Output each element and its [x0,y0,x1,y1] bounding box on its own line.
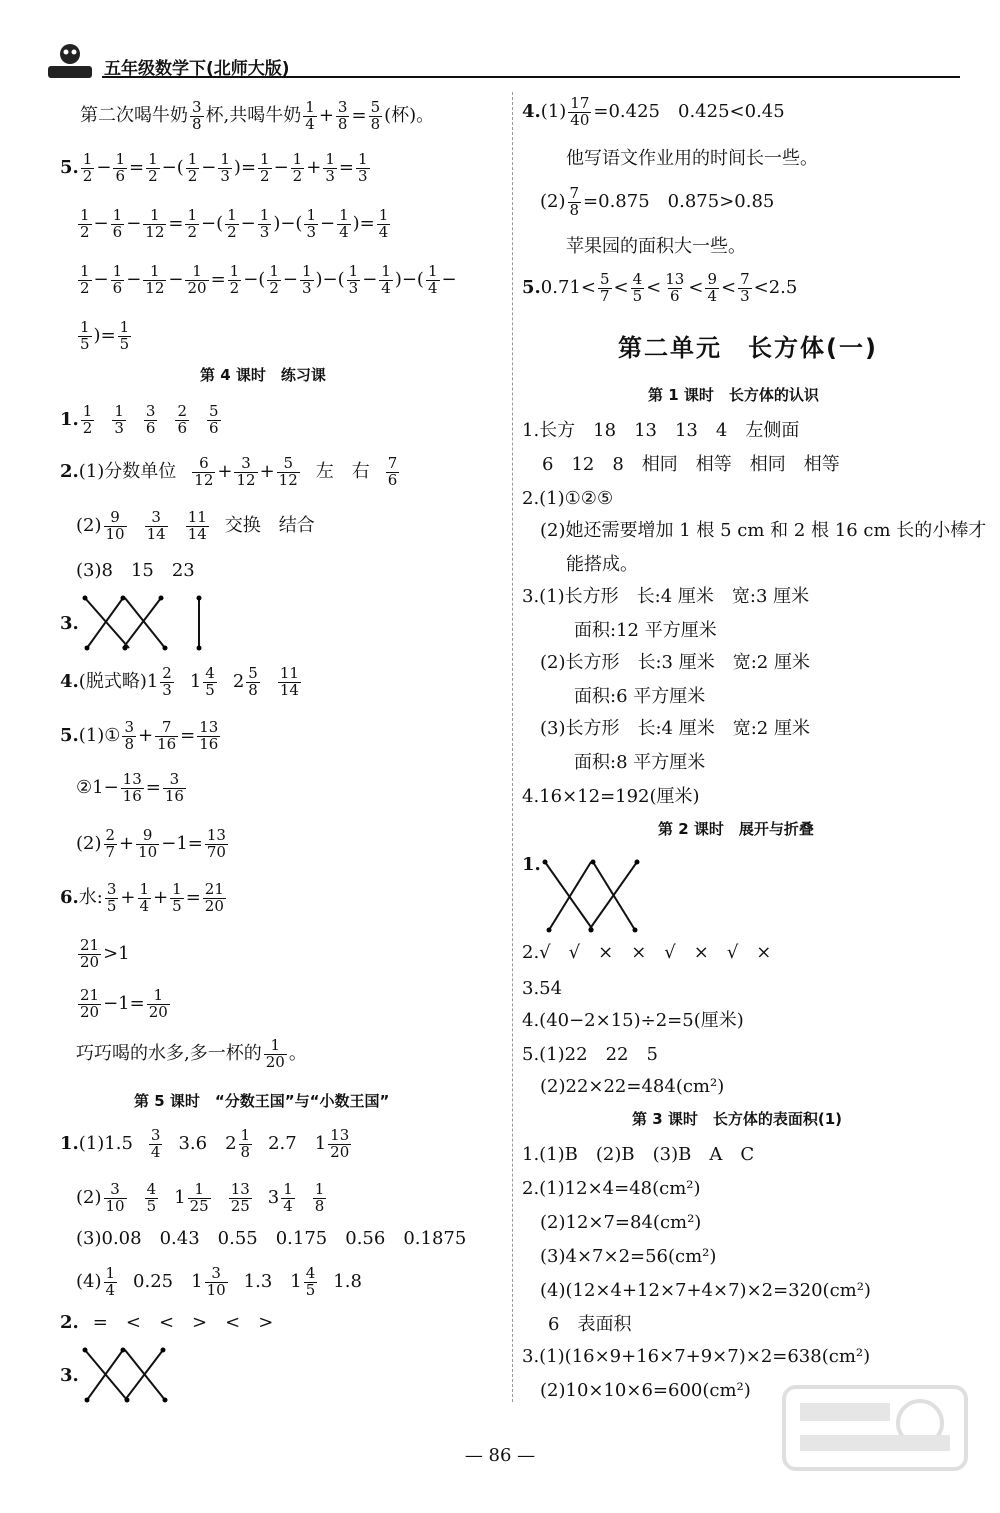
p3-q1-3: (3)0.08 0.43 0.55 0.175 0.56 0.1875 [76,1228,467,1249]
a-q3: 3.(1)长方形 长:4 厘米 宽:3 厘米 [522,586,810,607]
mascot-logo-icon [44,40,96,80]
p3-q3: 3. [60,1346,189,1406]
b-q5: 5.(1)22 22 5 [522,1044,658,1065]
text: 第二次喝牛奶 [80,105,188,127]
c-q2-b: (2)12×7=84(cm²) [540,1212,702,1233]
a-q3-f: 面积:8 平方厘米 [574,752,706,773]
fraction: $\frac{3}{8}$ [192,98,202,133]
page-header [40,36,960,82]
a-q2-c: 能搭成。 [566,554,638,575]
a-q3-e: (3)长方形 长:4 厘米 宽:2 厘米 [540,718,810,739]
matching-lines-diagram [541,856,651,936]
text: 杯,共喝牛奶 [205,105,302,127]
q5-line2: $\frac{1}{2}$ − $\frac{1}{6}$ − $\frac{1}{12}$ = $\frac{1}{2}$ −( $\frac{1}{2}$ − $\frac{1}{3}$ )−( $\frac{1}{3}$ − $\frac{1}{4}$ )= $\frac{1}{4}$ [80,206,389,241]
c-q3-b: (2)10×10×6=600(cm²) [540,1380,751,1401]
b-q2: 2.√ √ × × √ × √ × [522,942,772,963]
lesson-4-heading: 第 4 课时 练习课 [200,366,326,384]
r-q4-3: (2) $\frac{7}{8}$ =0.875 0.875>0.85 [540,184,775,219]
book-title: 五年级数学下(北师大版) [104,59,290,79]
c-q2-e: 6 表面积 [548,1314,632,1335]
b-q4: 4.(40−2×15)÷2=5(厘米) [522,1010,744,1031]
a-q1: 1.长方 18 13 13 4 左侧面 [522,420,800,441]
p2-q6-4: 巧巧喝的水多,多一杯的 $\frac{1}{20}$ 。 [76,1036,307,1071]
b-q1: 1. [522,856,651,936]
q5-line3: $\frac{1}{2}$ − $\frac{1}{6}$ − $\frac{1}{12}$ − $\frac{1}{20}$ = $\frac{1}{2}$ −( $\frac{1}{2}$ − $\frac{1}{3}$ )−( $\frac{1}{3}$ − $\frac{1}{4}$ )−( $\frac{1}{4}$ − [80,262,457,297]
page-number: — 86 — [464,1445,536,1466]
p2-q3: 3. [60,594,209,654]
a-q2: 2.(1)①②⑤ [522,488,614,509]
r-q4-4: 苹果园的面积大一些。 [566,236,746,257]
fraction: $\frac{1}{4}$ [305,98,315,133]
p2-q5-3: (2) $\frac{2}{7}$ + $\frac{9}{10}$ −1= $\frac{13}{70}$ [76,826,226,861]
p3-q1-1: 1. (1)1.5 $\frac{3}{4}$ 3.6 2 $\frac{1}{8}$ 2.7 1 $\frac{13}{20}$ [60,1126,350,1161]
milk-line: 第二次喝牛奶 $\frac{3}{8}$ 杯,共喝牛奶 $\frac{1}{4}$ + $\frac{3}{8}$ = $\frac{5}{8}$ (杯)。 [80,98,435,133]
b-q5-b: (2)22×22=484(cm²) [540,1076,725,1097]
p2-q6-2: $\frac{21}{20}$ >1 [80,936,130,971]
q5-line1: 5. $\frac{1}{2}$ − $\frac{1}{6}$ = $\frac{1}{2}$ −( $\frac{1}{2}$ − $\frac{1}{3}$ )= $\frac{1}{2}$ − $\frac{1}{2}$ + $\frac{1}{3}$ = $\frac{1}{3}$ [60,150,368,185]
r-q5: 5. 0.71< $\frac{5}{7}$ < $\frac{4}{5}$ < $\frac{13}{6}$ < $\frac{9}{4}$ < $\frac{7}{3}$ <2.5 [522,270,798,305]
p2-q5-2: ②1− $\frac{13}{16}$ = $\frac{3}{16}$ [76,770,184,805]
b-q3: 3.54 [522,978,563,999]
lesson-5-heading: 第 5 课时 “分数王国”与“小数王国” [134,1092,390,1110]
p3-q1-2: (2) $\frac{3}{10}$ $\frac{4}{5}$ 1 $\frac{1}{25}$ $\frac{13}{25}$ 3 $\frac{1}{4}$ $\frac{1}{8}$ [76,1180,325,1215]
unit-2-heading: 第二单元 长方体(一) [618,334,878,362]
p3-q1-4: (4) $\frac{1}{4}$ 0.25 1 $\frac{3}{10}$ 1.3 1 $\frac{4}{5}$ 1.8 [76,1264,362,1299]
a-q3-b: 面积:12 平方厘米 [574,620,717,641]
p2-q2-3: (3)8 15 23 [76,560,195,581]
a-q1-b: 6 12 8 相同 相等 相同 相等 [542,454,840,475]
question-number: 5. [60,157,79,179]
lesson-1-heading: 第 1 课时 长方体的认识 [648,386,819,404]
q5-line4: $\frac{1}{5}$ )= $\frac{1}{5}$ [80,318,130,353]
matching-lines-diagram [79,1346,189,1406]
a-q3-c: (2)长方形 长:3 厘米 宽:2 厘米 [540,652,810,673]
matching-lines-diagram [79,594,209,654]
c-q2-d: (4)(12×4+12×7+4×7)×2=320(cm²) [540,1280,871,1301]
r-q4-1: 4. (1) $\frac{17}{40}$ =0.425 0.425<0.45 [522,94,785,129]
c-q3: 3.(1)(16×9+16×7+9×7)×2=638(cm²) [522,1346,871,1367]
a-q2-b: (2)她还需要增加 1 根 5 cm 和 2 根 16 cm 长的小棒才 [540,520,987,541]
p2-q6-1: 6. 水: $\frac{3}{5}$ + $\frac{1}{4}$ + $\frac{1}{5}$ = $\frac{21}{20}$ [60,880,224,915]
fraction: $\frac{3}{8}$ [337,98,348,133]
column-divider [512,92,513,1402]
a-q4: 4.16×12=192(厘米) [522,786,700,807]
p2-q4: 4. (脱式略)1 $\frac{2}{3}$ 1 $\frac{4}{5}$ 2 $\frac{5}{8}$ $\frac{11}{14}$ [60,664,299,699]
p3-q2: 2. = < < > < > [60,1312,274,1333]
header-rule [102,76,960,78]
p2-q2-2: (2) $\frac{9}{10}$ $\frac{3}{14}$ $\frac{11}{14}$ 交换 结合 [76,508,315,543]
text: (杯)。 [384,105,435,127]
r-q4-2: 他写语文作业用的时间长一些。 [566,148,818,169]
p2-q2-1: 2. (1)分数单位 $\frac{6}{12}$ + $\frac{3}{12}$ + $\frac{5}{12}$ 左 右 $\frac{7}{6}$ [60,454,398,489]
fraction: $\frac{5}{8}$ [370,98,381,133]
p2-q1: 1. $\frac{1}{2}$ $\frac{1}{3}$ $\frac{3}{6}$ $\frac{2}{6}$ $\frac{5}{6}$ [60,402,219,437]
a-q3-d: 面积:6 平方厘米 [574,686,706,707]
p2-q6-3: $\frac{21}{20}$ −1= $\frac{1}{20}$ [80,986,168,1021]
watermark-logo-icon [780,1383,970,1473]
c-q2: 2.(1)12×4=48(cm²) [522,1178,701,1199]
lesson-3-heading: 第 3 课时 长方体的表面积(1) [632,1110,843,1128]
lesson-2-heading: 第 2 课时 展开与折叠 [658,820,814,838]
p2-q5-1: 5. (1)① $\frac{3}{8}$ + $\frac{7}{16}$ = $\frac{13}{16}$ [60,718,219,753]
c-q1: 1.(1)B (2)B (3)B A C [522,1144,755,1165]
c-q2-c: (3)4×7×2=56(cm²) [540,1246,717,1267]
